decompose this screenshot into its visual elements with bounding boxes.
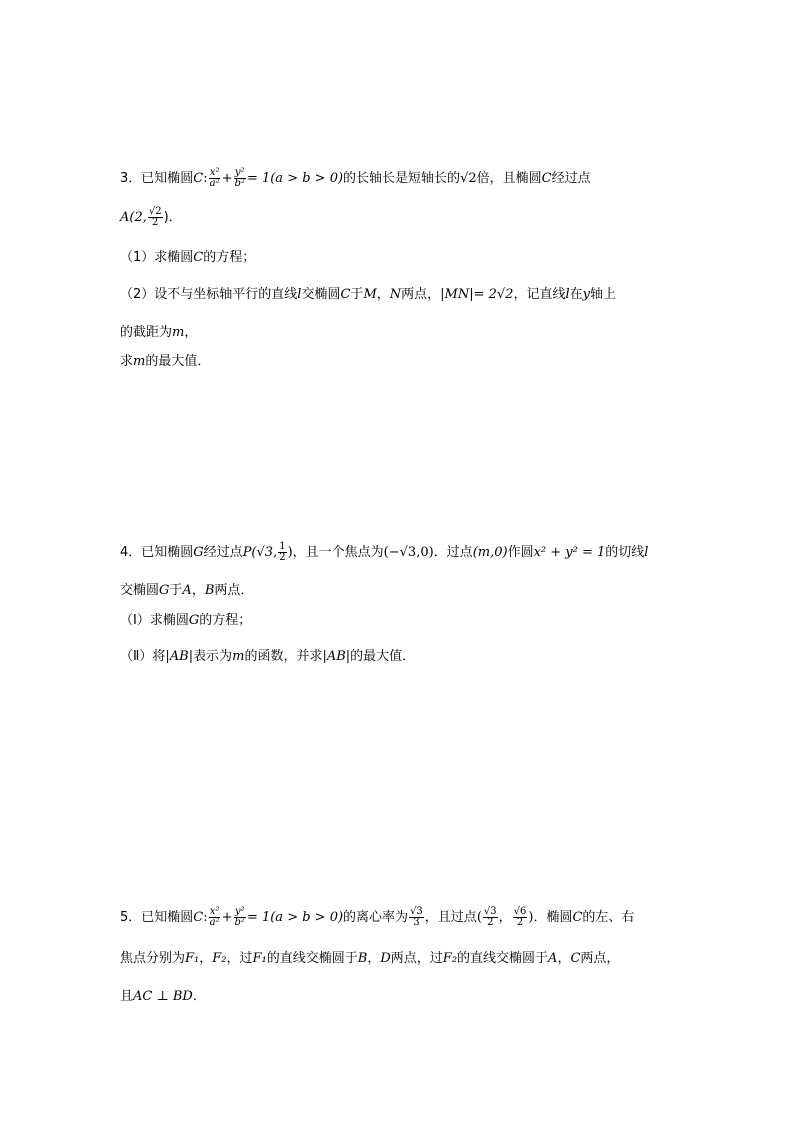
p5-F2b: F₂ — [442, 951, 458, 966]
p3-q1 — [120, 248, 255, 268]
p5-px-frac — [483, 907, 498, 928]
p4-P-den: 2 — [279, 552, 286, 563]
p5-A: A — [548, 951, 558, 966]
p3-num: 3．已知椭圆 — [120, 171, 194, 186]
p5-c2: C — [572, 910, 583, 925]
p4-G2: G — [159, 583, 170, 598]
p4-q2-a: （Ⅱ）将 — [120, 649, 166, 664]
p5-t10: 且 — [120, 989, 134, 1004]
p5-t5: 焦点分别为 — [120, 951, 186, 966]
p3-line1 — [120, 168, 591, 189]
p5-t7b: 的直线交椭圆于 — [457, 951, 549, 966]
p3-q2-g: 轴上 — [590, 287, 617, 302]
p4-P-end: ) — [287, 545, 293, 560]
p3-t1: 的长轴长是短轴长的 — [343, 171, 461, 186]
p4-t8: 两点． — [214, 583, 254, 598]
p3-q2-d: 两点， — [401, 287, 441, 302]
p5-t8: 两点，过 — [390, 951, 443, 966]
p3-q2-cc: 于 — [350, 287, 364, 302]
p3-frac-x-den: a² — [209, 178, 220, 189]
p3-q2-M: M — [363, 287, 377, 302]
p5-F1b: F₁ — [252, 951, 267, 966]
p5-perp: AC ⊥ BD — [133, 989, 193, 1004]
p3-t2: 倍，且椭圆 — [476, 171, 542, 186]
p4-q1-end: 的方程； — [199, 613, 252, 628]
p4-q2-m: m — [232, 649, 245, 664]
p4-q2-d: 的最大值． — [350, 649, 416, 664]
p5-frac-x — [209, 907, 221, 928]
p4-l: l — [644, 545, 649, 560]
p5-frac-y-den: b² — [234, 917, 245, 928]
p4-num: 4．已知椭圆 — [120, 545, 194, 560]
p4-q2-ab: |AB| — [165, 649, 194, 664]
p5-F2: F₂ — [212, 951, 227, 966]
p3-q1-text: （1）求椭圆 — [120, 250, 194, 265]
p5-comma: ， — [498, 910, 512, 925]
p5-D: D — [380, 951, 391, 966]
p4-sep: ， — [191, 583, 205, 598]
p4-t7: 于 — [169, 583, 183, 598]
p5-px-num: √3 — [483, 906, 497, 917]
p5-e-den: 3 — [413, 917, 420, 928]
p5-frac-y — [234, 907, 246, 928]
p3-q2-m2: m — [133, 354, 146, 369]
p3-q2-c: C — [340, 287, 351, 302]
p3-q2-k: 的最大值． — [145, 354, 211, 369]
p5-px-den: 2 — [487, 917, 494, 928]
p3-q1-end: 的方程； — [203, 250, 256, 265]
p3-sqrt2: √2 — [460, 171, 477, 186]
p4-q2-b: 表示为 — [193, 649, 233, 664]
p5-frac-x-num: x² — [209, 906, 220, 917]
p3-q2-l2: l — [565, 287, 570, 302]
p5-e-num: √3 — [410, 906, 423, 917]
p5-sep1: ， — [199, 951, 213, 966]
p5-F1: F₁ — [185, 951, 200, 966]
p3-pointA-frac — [148, 207, 163, 228]
p4-t2: ，且一个焦点为 — [292, 545, 384, 560]
p4-t3: ．过点 — [433, 545, 473, 560]
p3-pointA-den: 2 — [152, 217, 159, 228]
p3-plus: + — [221, 171, 233, 186]
p5-line1 — [120, 907, 634, 928]
p5-sep2: ， — [367, 951, 381, 966]
p4-B: B — [204, 583, 215, 598]
p5-C: C — [570, 951, 581, 966]
p4-t1: 经过点 — [203, 545, 243, 560]
p4-q2-ab2: |AB| — [322, 649, 351, 664]
p5-py-frac — [513, 907, 528, 928]
p4-A: A — [182, 583, 192, 598]
p3-q2-j: 求 — [120, 354, 134, 369]
p4-t6: 交椭圆 — [120, 583, 160, 598]
p5-frac-y-num: y² — [234, 906, 245, 917]
p3-frac-x — [209, 168, 221, 189]
p4-P-num: 1 — [279, 541, 286, 552]
p5-t11: ． — [192, 989, 206, 1004]
p3-q2-m: m — [172, 325, 185, 340]
p3-q2-sep: ， — [376, 287, 390, 302]
p3-line2 — [120, 207, 182, 228]
p4-P-frac — [278, 542, 286, 563]
p3-t3: 经过点 — [551, 171, 591, 186]
p3-q2-line1 — [120, 285, 616, 305]
p5-eq-right: = 1(a > b > 0) — [246, 910, 344, 925]
p5-line2 — [120, 949, 619, 969]
p5-B: B — [357, 951, 368, 966]
p3-frac-y-num: y² — [234, 167, 245, 178]
p3-q2-a: （2）设不与坐标轴平行的直线 — [120, 287, 298, 302]
p5-pt-open: ( — [476, 910, 482, 925]
p3-pointA-end: )． — [163, 210, 182, 225]
p3-pointA-num: √2 — [148, 206, 162, 217]
p5-py-den: 2 — [516, 917, 524, 928]
p3-pointA: A(2, — [120, 210, 147, 225]
p3-q2-line2 — [120, 323, 197, 343]
p5-t4: 的左、右 — [582, 910, 635, 925]
p5-frac-x-den: a² — [209, 917, 220, 928]
p3-q1-c: C — [193, 250, 204, 265]
p3-q2-l: l — [297, 287, 302, 302]
p3-q2-h: 的截距为 — [120, 325, 173, 340]
p3-frac-y-den: b² — [234, 178, 245, 189]
p3-colon: : — [203, 171, 208, 186]
p4-q1-text: （Ⅰ）求椭圆 — [120, 613, 189, 628]
p4-q2-c: 的函数，并求 — [244, 649, 323, 664]
p3-q2-line3 — [120, 352, 210, 372]
p3-q2-i: ， — [184, 325, 198, 340]
p3-q2-y: y — [582, 287, 591, 302]
p4-P: P(√3, — [242, 545, 278, 560]
p5-line3 — [120, 987, 206, 1007]
p4-q2 — [120, 647, 415, 667]
p5-py-num: √6 — [513, 906, 527, 917]
p4-G: G — [193, 545, 204, 560]
p5-t6: ，过 — [226, 951, 253, 966]
p5-t9: 两点， — [580, 951, 620, 966]
p5-e-frac — [409, 907, 424, 928]
p5-t3: ．椭圆 — [533, 910, 573, 925]
p5-colon: : — [203, 910, 208, 925]
p4-line2 — [120, 581, 253, 601]
p4-t4: 作圆 — [507, 545, 534, 560]
p4-circle: x² + y² = 1 — [533, 545, 606, 560]
p4-q1-G: G — [188, 613, 200, 628]
p5-t1: 的离心率为 — [343, 910, 409, 925]
p4-line1 — [120, 542, 648, 563]
p5-c: C — [193, 910, 204, 925]
p3-q2-b: 交椭圆 — [301, 287, 341, 302]
p5-t2: ，且过点 — [424, 910, 477, 925]
p3-frac-y — [234, 168, 246, 189]
p5-num: 5．已知椭圆 — [120, 910, 194, 925]
p3-eq-right: = 1(a > b > 0) — [246, 171, 344, 186]
p3-q2-e: ，记直线 — [513, 287, 566, 302]
p3-c: C — [193, 171, 204, 186]
p5-t7: 的直线交椭圆于 — [266, 951, 358, 966]
p5-pt-close: ) — [528, 910, 534, 925]
p4-pt: (m,0) — [472, 545, 508, 560]
p3-frac-x-num: x² — [209, 167, 220, 178]
p4-t5: 的切线 — [605, 545, 645, 560]
p4-focus: (−√3,0) — [383, 545, 434, 560]
p3-c2: C — [541, 171, 552, 186]
p4-q1 — [120, 611, 251, 631]
p3-q2-f: 在 — [569, 287, 583, 302]
p3-q2-mn: |MN|= 2√2 — [440, 287, 514, 302]
p3-q2-N: N — [389, 287, 402, 302]
p5-plus: + — [221, 910, 233, 925]
p5-sep3: ， — [557, 951, 571, 966]
